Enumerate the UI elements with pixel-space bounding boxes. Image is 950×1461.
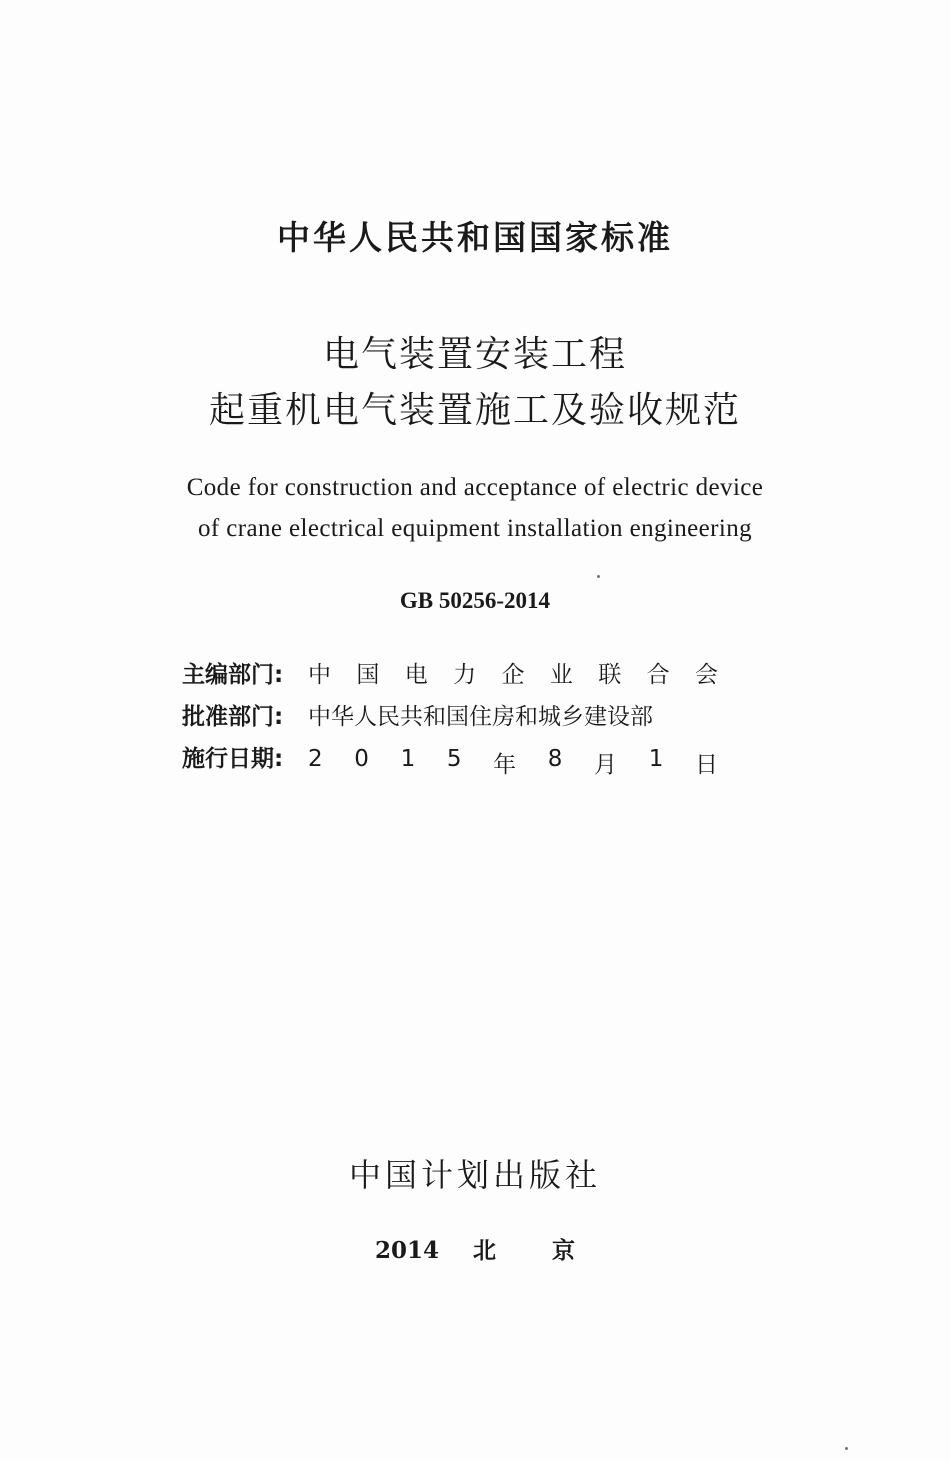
- scan-speck: [597, 575, 600, 578]
- chinese-title-line-2: 起重机电气装置施工及验收规范: [208, 390, 741, 431]
- date-char: 年: [493, 752, 517, 778]
- date-char: 2: [308, 746, 323, 772]
- editor-char: 中: [308, 662, 331, 688]
- date-char: 8: [547, 746, 563, 772]
- english-title-line-1: Code for construction and acceptance of electric device: [186, 474, 764, 501]
- publication-year: 2014: [374, 1237, 439, 1264]
- publication-city: 北京: [473, 1237, 632, 1264]
- editor-char: 国: [356, 662, 380, 688]
- editor-value: [308, 656, 718, 689]
- editor-char: 业: [549, 662, 573, 688]
- date-char: 1: [400, 746, 416, 772]
- effective-date-value: [308, 746, 718, 779]
- editor-label: 主编部门:: [182, 662, 284, 688]
- chinese-title-line-1: 电气装置安装工程: [322, 334, 627, 375]
- date-char: 5: [446, 746, 462, 772]
- metadata-block: [182, 656, 742, 782]
- approver-label: 批准部门:: [182, 704, 284, 730]
- editor-char: 合: [646, 662, 670, 688]
- editor-char: 电: [404, 662, 428, 688]
- date-char: 月: [594, 752, 618, 778]
- editor-char: 力: [453, 662, 477, 688]
- date-char: 0: [354, 746, 369, 772]
- editor-char: 联: [598, 662, 622, 688]
- effective-date-label: 施行日期:: [182, 746, 284, 772]
- approver-value: 中华人民共和国住房和城乡建设部: [308, 704, 653, 730]
- date-char: 1: [648, 746, 664, 772]
- effective-date-row: [182, 740, 742, 782]
- scan-speck: [845, 1447, 848, 1450]
- date-char: 日: [694, 752, 718, 778]
- approver-row: [182, 698, 742, 740]
- publisher-name: 中国计划出版社: [348, 1156, 601, 1194]
- english-title-line-2: of crane electrical equipment installation engineering: [197, 515, 752, 542]
- publication-place: [0, 1232, 950, 1265]
- editor-char: 会: [695, 662, 718, 688]
- editor-row: [182, 656, 742, 698]
- editor-char: 企: [501, 662, 525, 688]
- national-standard-heading: 中华人民共和国国家标准: [277, 218, 673, 257]
- standard-code-number: GB 50256-2014: [399, 588, 551, 613]
